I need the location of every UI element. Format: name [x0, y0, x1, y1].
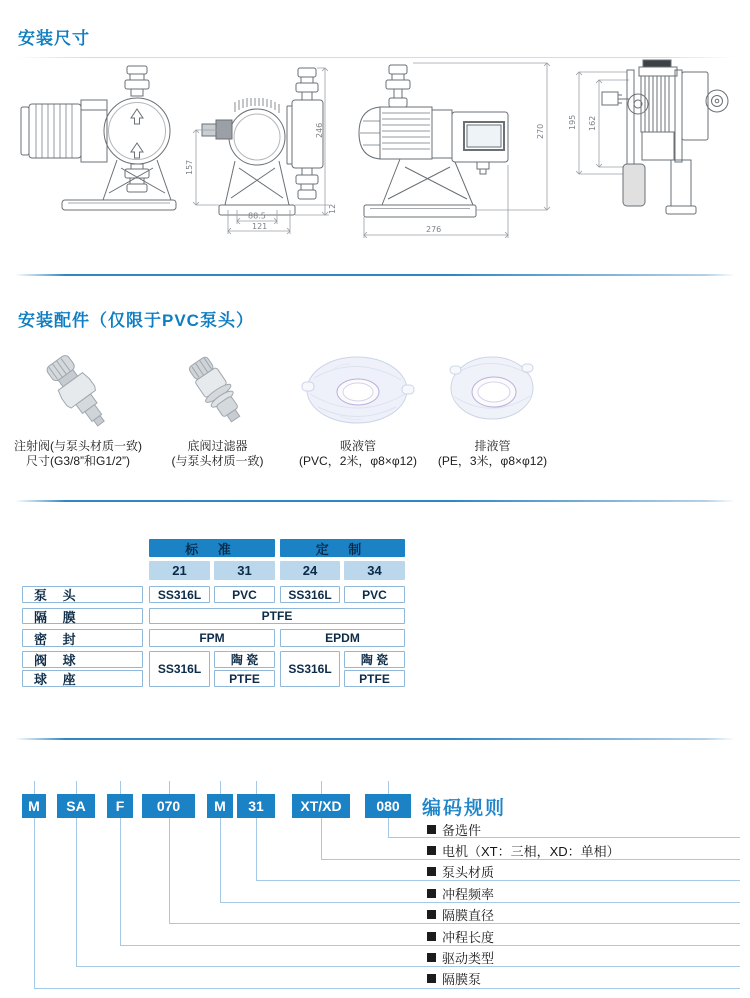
accessory-spec: 尺寸(G3/8”和G1/2”) [25, 454, 131, 468]
legend-item-pump-head-material [427, 864, 494, 880]
bullet-square-icon [427, 953, 436, 962]
accessory-spec: (PVC，2米，φ8×φ12) [299, 454, 417, 468]
table-header-standard: 标 准 [149, 539, 275, 557]
code-block-xtxd: XT/XD [292, 794, 350, 818]
pump-long-side-view-drawing [353, 55, 558, 245]
connector-line [256, 880, 740, 881]
coding-rules-title: 编码规则 [422, 797, 507, 819]
accessory-suction-tube [288, 352, 428, 469]
section-title-installation-dimensions: 安装尺寸 [18, 29, 90, 48]
divider [15, 738, 735, 740]
accessory-injection-valve [8, 352, 148, 469]
connector-line [34, 818, 35, 988]
injection-valve-image [8, 352, 148, 434]
svg-text:121: 121 [252, 222, 268, 231]
legend-label: 冲程长度 [442, 929, 495, 945]
svg-text:12: 12 [328, 203, 337, 214]
connector-line [388, 781, 389, 794]
code-block-m2: M [207, 794, 233, 818]
suction-tube-image [288, 352, 428, 434]
legend-item-stroke-length [427, 928, 494, 944]
pump-side-view-drawing [183, 58, 343, 240]
legend-item-diaphragm-diameter [427, 907, 494, 923]
legend-label: 备选件 [442, 822, 482, 838]
cell-valve-cst-ball: 陶 瓷 [344, 651, 405, 668]
section-title-installation-accessories: 安装配件（仅限于PVC泵头） [18, 311, 254, 330]
row-label-seal: 密 封 [22, 629, 143, 647]
bullet-square-icon [427, 889, 436, 898]
table-code-31: 31 [214, 561, 275, 580]
svg-text:276: 276 [426, 225, 442, 234]
connector-line [120, 818, 121, 945]
pump-rear-view-drawing [567, 52, 747, 222]
legend-item-drive-type [427, 950, 494, 966]
cell-valve-cst-merged: SS316L [280, 651, 340, 687]
bullet-square-icon [427, 867, 436, 876]
svg-text:246: 246 [315, 122, 324, 138]
legend-label: 隔膜直径 [442, 908, 495, 923]
legend-item-motor [427, 842, 620, 858]
connector-line [169, 818, 170, 923]
svg-text:162: 162 [588, 115, 597, 131]
svg-text:195: 195 [568, 114, 577, 130]
connector-line [388, 818, 389, 837]
connector-line [120, 781, 121, 794]
accessory-foot-valve-filter [150, 352, 285, 469]
row-label-diaphragm: 隔 膜 [22, 608, 143, 624]
connector-line [76, 818, 77, 966]
cell-valve-std-merged: SS316L [149, 651, 210, 687]
cell-pump-head-21: SS316L [149, 586, 210, 603]
accessory-name: 底阀过滤器 [187, 439, 248, 453]
legend-item-options [427, 821, 481, 837]
connector-line [76, 966, 740, 967]
accessory-spec: (PE，3米，φ8×φ12) [437, 454, 548, 468]
legend-item-diaphragm-pump [427, 971, 481, 987]
legend-label: 冲程频率 [442, 886, 495, 902]
accessory-caption [430, 439, 555, 469]
bullet-square-icon [427, 974, 436, 983]
legend-item-stroke-frequency [427, 885, 494, 901]
cell-pump-head-24: SS316L [280, 586, 340, 603]
legend-label: 驱动类型 [442, 951, 495, 966]
connector-line [321, 818, 322, 859]
accessory-caption [288, 439, 428, 469]
legend-label: 泵头材质 [442, 865, 495, 880]
legend-label: 隔膜泵 [442, 972, 482, 987]
row-label-ball-seat: 球 座 [22, 670, 143, 687]
row-label-pump-head: 泵 头 [22, 586, 143, 603]
connector-line [388, 837, 740, 838]
cell-pump-head-31: PVC [214, 586, 275, 603]
cell-seal-custom: EPDM [280, 629, 405, 647]
bullet-square-icon [427, 846, 436, 855]
divider [15, 500, 735, 502]
cell-valve-std-ball: 陶 瓷 [214, 651, 275, 668]
connector-line [321, 781, 322, 794]
code-block-080: 080 [365, 794, 411, 818]
connector-line [256, 781, 257, 794]
connector-line [34, 781, 35, 794]
bullet-square-icon [427, 910, 436, 919]
accessory-spec: (与泵头材质一致) [171, 454, 264, 468]
pump-front-view-drawing [18, 62, 183, 217]
divider [15, 274, 735, 276]
connector-line [220, 781, 221, 794]
table-code-34: 34 [344, 561, 405, 580]
accessory-discharge-tube [430, 352, 555, 469]
code-block-f: F [107, 794, 133, 818]
code-block-sa: SA [57, 794, 95, 818]
table-code-21: 21 [149, 561, 210, 580]
table-header-custom: 定 制 [280, 539, 405, 557]
connector-line [76, 781, 77, 794]
row-label-valve-ball: 阀 球 [22, 651, 143, 668]
code-block-31: 31 [237, 794, 275, 818]
accessory-name: 注射阀(与泵头材质一致) [14, 439, 142, 453]
accessory-caption [8, 439, 148, 469]
connector-line [220, 818, 221, 902]
discharge-tube-image [430, 352, 555, 434]
foot-valve-filter-image [150, 352, 285, 434]
connector-line [120, 945, 740, 946]
cell-valve-cst-seat: PTFE [344, 670, 405, 687]
connector-line [34, 988, 740, 989]
bullet-square-icon [427, 932, 436, 941]
cell-diaphragm-all: PTFE [149, 608, 405, 624]
code-block-m1: M [22, 794, 46, 818]
accessory-name: 吸液管 [339, 439, 376, 453]
bullet-square-icon [427, 825, 436, 834]
accessory-caption [150, 439, 285, 469]
cell-seal-standard: FPM [149, 629, 275, 647]
legend-label: 电机（XT：三相，XD：单相） [442, 843, 620, 859]
cell-pump-head-34: PVC [344, 586, 405, 603]
svg-text:157: 157 [185, 159, 194, 175]
cell-valve-std-seat: PTFE [214, 670, 275, 687]
svg-text:88.5: 88.5 [248, 211, 266, 221]
svg-text:270: 270 [536, 123, 545, 139]
connector-line [256, 818, 257, 880]
table-code-24: 24 [280, 561, 340, 580]
accessory-name: 排液管 [474, 439, 511, 453]
connector-line [169, 781, 170, 794]
code-block-070: 070 [142, 794, 195, 818]
